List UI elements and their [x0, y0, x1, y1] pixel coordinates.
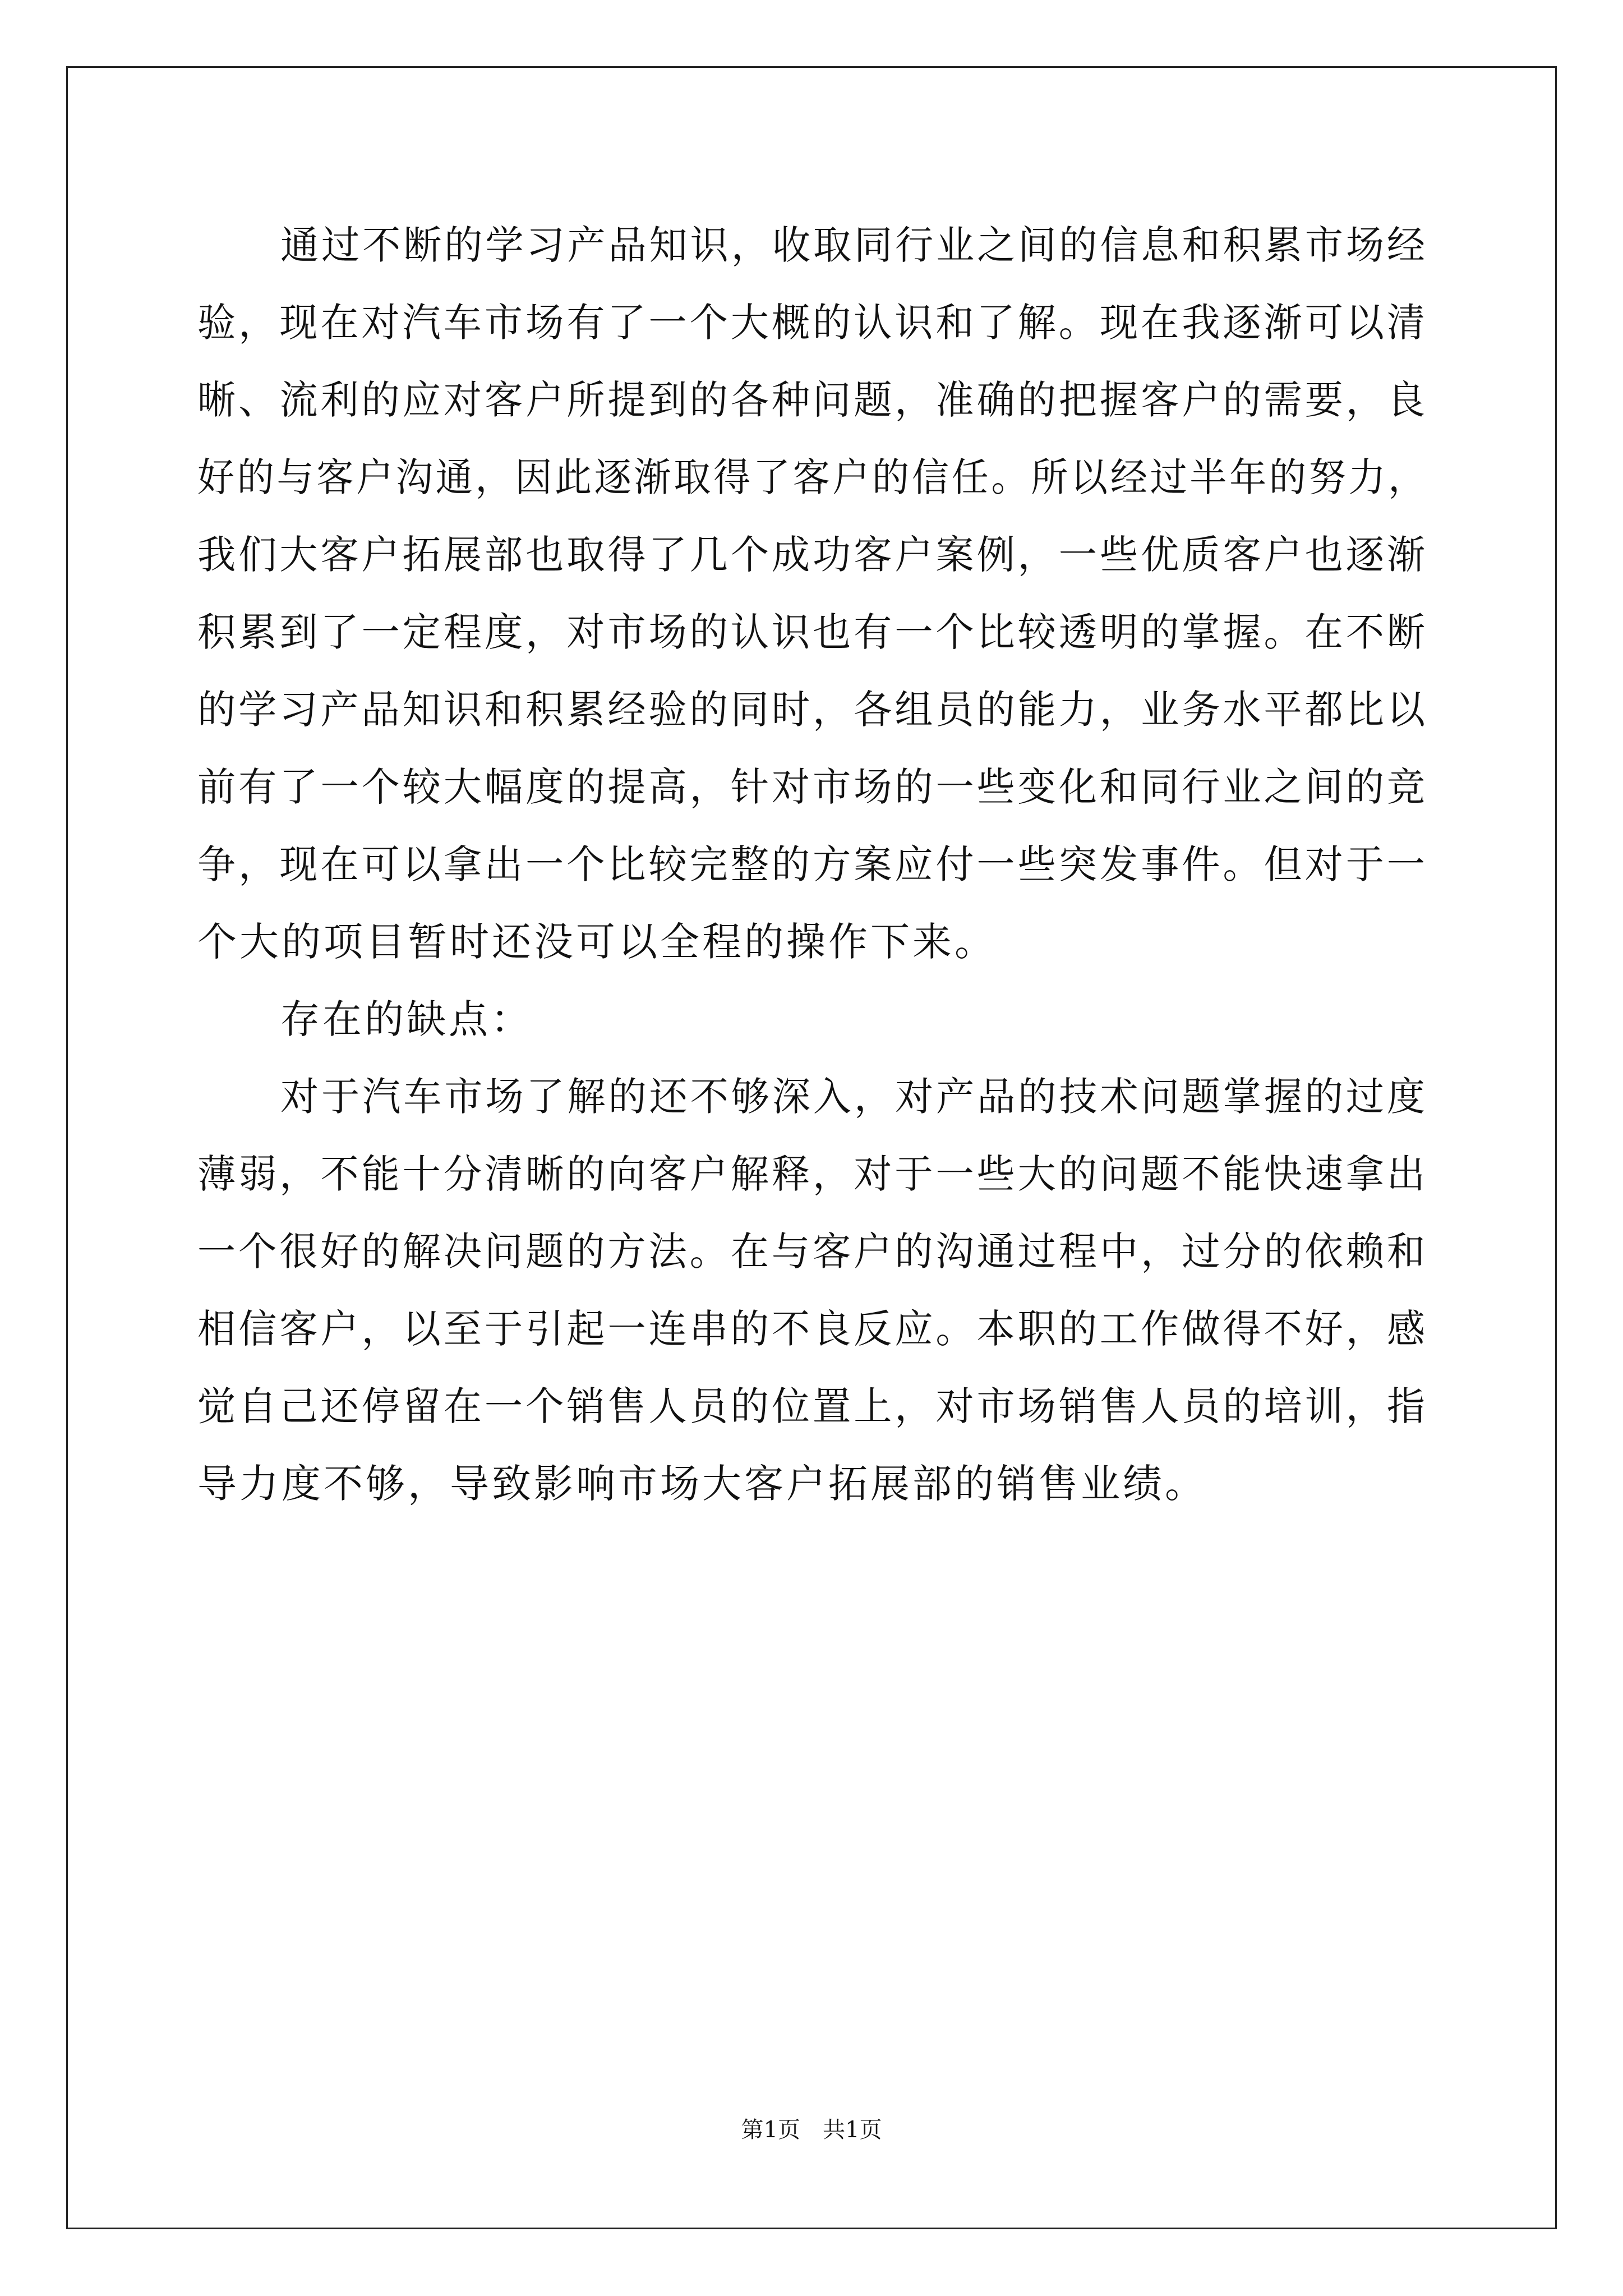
paragraph-2-line-2: 薄弱，不能十分清晰的向客户解释，对于一些大的问题不能快速拿出 [197, 1151, 1428, 1197]
paragraph-1-line-6: 积累到了一定程度，对市场的认识也有一个比较透明的掌握。在不断 [197, 609, 1428, 655]
paragraph-1-line-10: 个大的项目暂时还没可以全程的操作下来。 [197, 919, 997, 965]
section-heading: 存在的缺点： [280, 996, 533, 1042]
page-footer: 第1页 共1页 [741, 2117, 882, 2143]
paragraph-1-line-2: 验，现在对汽车市场有了一个大概的认识和了解。现在我逐渐可以清 [197, 300, 1428, 346]
paragraph-1-line-1: 通过不断的学习产品知识，收取同行业之间的信息和积累市场经 [280, 222, 1428, 268]
paragraph-1-line-8: 前有了一个较大幅度的提高，针对市场的一些变化和同行业之间的竞 [197, 764, 1428, 810]
paragraph-1-line-5: 我们大客户拓展部也取得了几个成功客户案例，一些优质客户也逐渐 [197, 532, 1428, 578]
paragraph-1-line-9: 争，现在可以拿出一个比较完整的方案应付一些突发事件。但对于一 [197, 841, 1428, 887]
paragraph-1-line-7: 的学习产品知识和积累经验的同时，各组员的能力，业务水平都比以 [197, 687, 1428, 733]
paragraph-2-line-5: 觉自己还停留在一个销售人员的位置上，对市场销售人员的培训，指 [197, 1383, 1428, 1429]
paragraph-2-line-1: 对于汽车市场了解的还不够深入，对产品的技术问题掌握的过度 [280, 1074, 1428, 1120]
paragraph-2-line-6: 导力度不够，导致影响市场大客户拓展部的销售业绩。 [197, 1461, 1207, 1507]
paragraph-2-line-4: 相信客户，以至于引起一连串的不良反应。本职的工作做得不好，感 [197, 1306, 1428, 1352]
paragraph-1-line-4: 好的与客户沟通，因此逐渐取得了客户的信任。所以经过半年的努力， [197, 454, 1428, 500]
paragraph-2-line-3: 一个很好的解决问题的方法。在与客户的沟通过程中，过分的依赖和 [197, 1228, 1428, 1274]
paragraph-1-line-3: 晰、流利的应对客户所提到的各种问题，准确的把握客户的需要，良 [197, 377, 1428, 423]
